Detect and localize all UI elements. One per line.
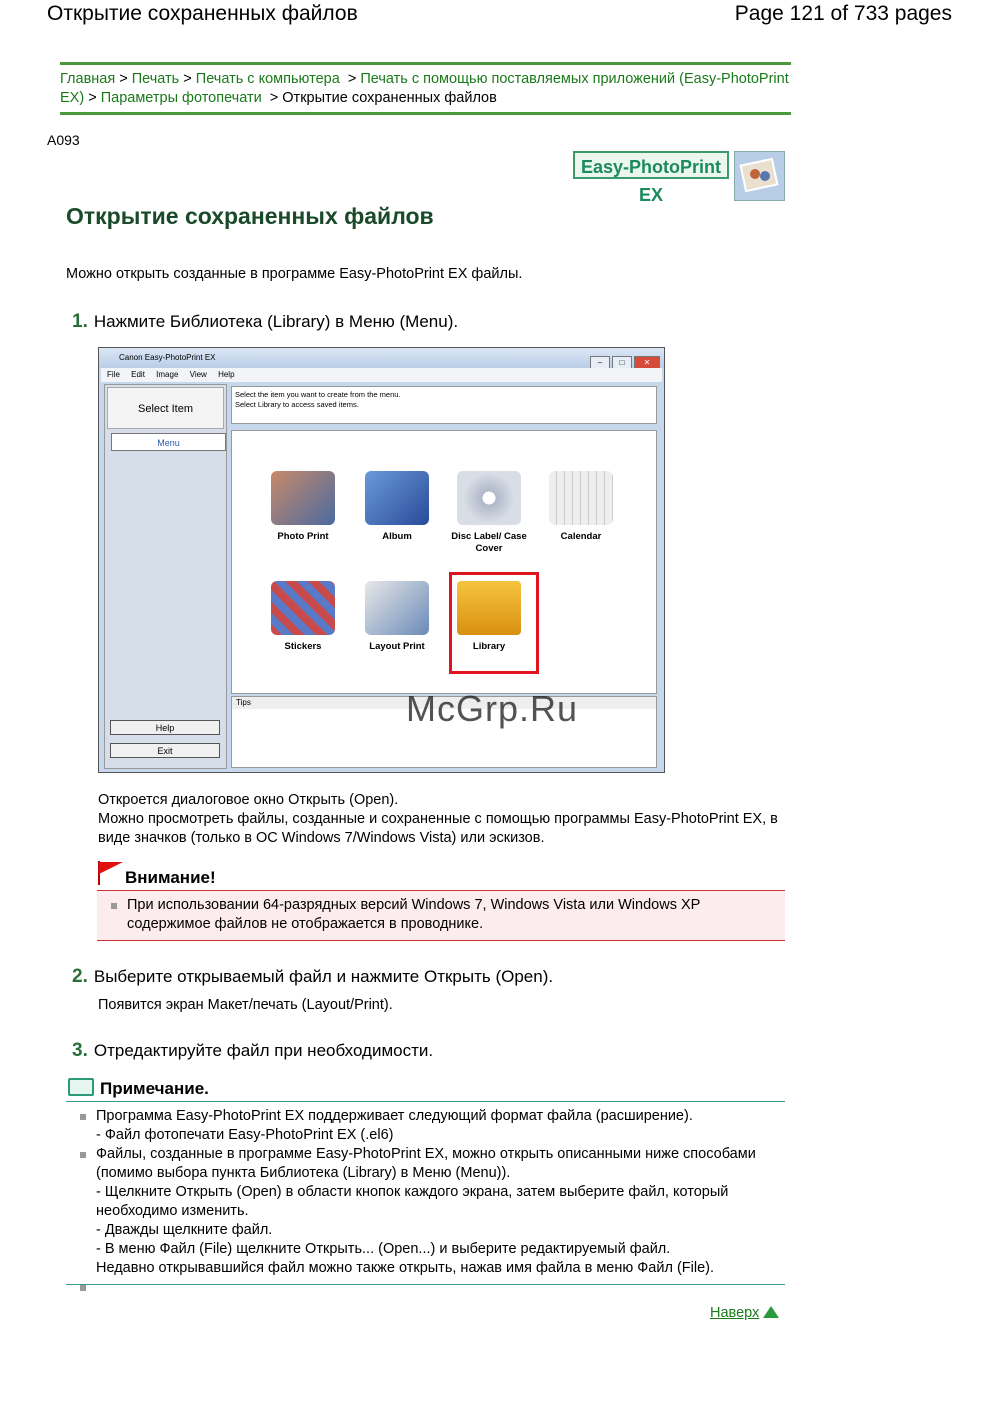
app-titlebar: Canon Easy-PhotoPrint EX (99, 348, 664, 368)
note-line: - Щелкните Открыть (Open) в области кнопок каждого экрана, затем выберите файл, который необходимо изменить. (96, 1184, 729, 1219)
tips-heading: Tips (232, 697, 656, 709)
breadcrumb-home[interactable]: Главная (60, 71, 116, 87)
note-line: - Файл фотопечати Easy-PhotoPrint EX (.el6) (96, 1127, 394, 1143)
layout-print-label: Layout Print (369, 641, 425, 652)
photo-print-item[interactable] (262, 471, 344, 543)
attention-body (97, 890, 785, 941)
library-label: Library (472, 641, 506, 652)
note-body (66, 1101, 785, 1285)
book-icon (68, 1078, 94, 1096)
attention-heading-text: Внимание! (125, 868, 216, 887)
breadcrumb-print-from-computer[interactable]: Печать с компьютера (195, 71, 340, 87)
attention-text: При использовании 64-разрядных версий Windows 7, Windows Vista или Windows XP содержимое файлов не отображается в проводнике. (127, 897, 701, 932)
note-heading (66, 1077, 785, 1101)
breadcrumb-easy-photoprint[interactable]: Печать с помощью поставляемых приложений (Easy-PhotoPrint EX) (60, 71, 789, 106)
back-to-top-link[interactable] (710, 1305, 779, 1321)
calendar-item[interactable] (540, 471, 622, 543)
menu-file[interactable]: File (107, 370, 120, 379)
disc-label-item[interactable] (448, 471, 530, 555)
calendar-label: Calendar (560, 531, 602, 542)
warning-flag-icon (99, 862, 123, 874)
attention-heading (97, 868, 785, 890)
note-line: Недавно открывавшийся файл можно также открыть, нажав имя файла в меню Файл (File). (96, 1260, 714, 1276)
close-icon[interactable]: ✕ (634, 356, 660, 370)
maximize-icon[interactable]: □ (612, 356, 632, 370)
stickers-label: Stickers (284, 641, 322, 652)
photo-print-label: Photo Print (277, 531, 329, 542)
stickers-item[interactable] (262, 581, 344, 653)
breadcrumb-current: Открытие сохраненных файлов (282, 90, 497, 106)
note-line: - В меню Файл (File) щелкните Открыть... (Open...) и выберите редактируемый файл. (96, 1241, 671, 1257)
doc-code: A093 (47, 132, 80, 148)
menu-tab[interactable]: Menu (111, 433, 226, 451)
back-to-top-label: Наверх (710, 1305, 760, 1321)
app-sidebar (104, 384, 227, 769)
disc-icon (457, 471, 521, 525)
step-2-result: Появится экран Макет/печать (Layout/Print). (98, 997, 393, 1013)
note-line: Файлы, созданные в программе Easy-PhotoPrint EX, можно открыть описанными ниже способами (помимо выбора пункта Библиотека (Library) в Меню (Menu)). (96, 1146, 756, 1181)
layout-print-item[interactable] (356, 581, 438, 653)
stickers-icon (271, 581, 335, 635)
menu-canvas (231, 430, 657, 694)
calendar-icon (549, 471, 613, 525)
note-line: - Дважды щелкните файл. (96, 1222, 273, 1238)
bullet-icon (80, 1152, 86, 1158)
album-icon (365, 471, 429, 525)
exit-button[interactable]: Exit (110, 743, 220, 758)
minimize-icon[interactable]: – (590, 356, 610, 370)
menu-edit[interactable]: Edit (131, 370, 145, 379)
bullet-icon (80, 1285, 86, 1291)
app-window-screenshot (98, 347, 665, 773)
bullet-icon (111, 903, 117, 909)
bullet-icon (80, 1114, 86, 1120)
message-line-1: Select the item you want to create from the menu. (235, 390, 401, 399)
message-area (231, 386, 657, 424)
step-2: 2. Выберите открываемый файл и нажмите Открыть (Open). (72, 966, 554, 987)
step-1-result (98, 791, 778, 848)
message-line-2: Select Library to access saved items. (235, 400, 359, 409)
step-3: 3. Отредактируйте файл при необходимости. (72, 1040, 434, 1061)
attention-box (97, 868, 785, 941)
breadcrumb-photo-settings[interactable]: Параметры фотопечати (100, 90, 262, 106)
album-label: Album (382, 531, 412, 542)
library-highlight (449, 572, 539, 674)
menu-help[interactable]: Help (218, 370, 235, 379)
album-item[interactable] (356, 471, 438, 543)
intro-text: Можно открыть созданные в программе Easy-PhotoPrint EX файлы. (66, 266, 523, 282)
page-counter: Page 121 of 733 pages (734, 2, 952, 25)
note-heading-text: Примечание. (100, 1079, 209, 1098)
photo-print-icon (271, 471, 335, 525)
breadcrumb: Главная > Печать > Печать с компьютера > Печать с помощью поставляемых приложений (Easy-PhotoPrint EX) > Параметры фотопечати > Открытие сохраненных файлов (60, 62, 791, 115)
result-line-1: Откроется диалоговое окно Открыть (Open). (98, 792, 399, 808)
menu-view[interactable]: View (189, 370, 207, 379)
select-item-label: Select Item (107, 387, 224, 429)
note-box (66, 1077, 785, 1285)
menu-image[interactable]: Image (156, 370, 179, 379)
layout-print-icon (365, 581, 429, 635)
page-title: Открытие сохраненных файлов (66, 203, 434, 229)
breadcrumb-print[interactable]: Печать (131, 71, 180, 87)
app-menubar (101, 368, 662, 382)
page-header-title: Открытие сохраненных файлов (47, 2, 358, 25)
up-arrow-icon (763, 1306, 779, 1318)
help-button[interactable]: Help (110, 720, 220, 735)
disc-label-label: Disc Label/ Case Cover (451, 531, 527, 554)
note-line: Программа Easy-PhotoPrint EX поддерживает следующий формат файла (расширение). (96, 1108, 693, 1124)
photo-icon (734, 151, 785, 201)
step-1: 1. Нажмите Библиотека (Library) в Меню (Menu). (72, 311, 459, 332)
easy-photoprint-logo: Easy-PhotoPrint EX (573, 151, 729, 179)
result-line-2: Можно просмотреть файлы, созданные и сохраненные с помощью программы Easy-PhotoPrint EX, в виде значков (только в ОС Windows 7/Windows Vista) или эскизов. (98, 811, 778, 846)
watermark: McGrp.Ru (406, 688, 579, 729)
